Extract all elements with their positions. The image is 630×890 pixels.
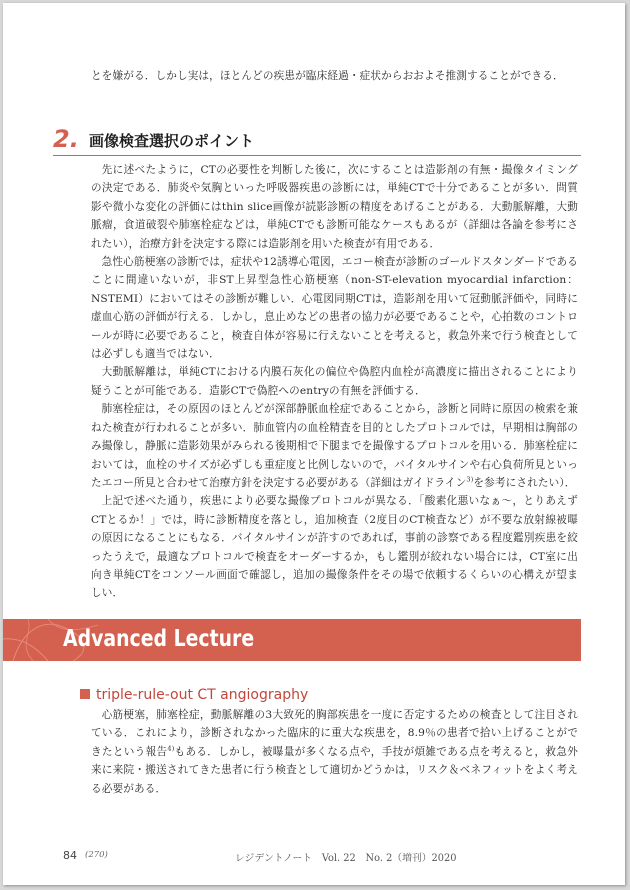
reference-marker: 3) [466,475,474,484]
advanced-lecture-banner [3,619,581,661]
section-body [91,161,578,603]
page-number: 84 [63,849,77,862]
reference-marker: 4) [167,744,175,753]
body-paragraph: 上記で述べた通り，疾患により必要な撮像プロトコルが異なる．「酸素化悪いなぁ〜，とりあえずCTとるか！」では，時に診断精度を落とし，追加検査（2度目のCT検査など）が不要な放射線被曝の原因になることにもなる．バイタルサインが許すのであれば，事前の診察である程度鑑別疾患を絞ったうえで，最適なプロトコルで検査をオーダーするか，もし鑑別が絞れない場合には，CT室に出向き単純CTをコンソール画面で確認し，追加の撮像条件をその場で依頼するくらいの心構えが望ましい． [91,495,578,600]
journal-title: レジデントノート Vol. 22 No. 2（増刊）2020 [235,853,457,864]
lecture-paragraph [91,706,578,798]
body-text: もある．しかし，被曝量が多くなる点や，手技が煩雑である点を考えると，救急外来に来院・搬送されてきた患者に行う検査として適切かどうかは，リスク＆ベネフィットをよく考える必要がある． [91,745,578,795]
square-bullet-icon [80,689,90,699]
lecture-subheading [80,686,308,704]
section-number: 2. [53,125,79,153]
intro-paragraph: とを嫌がる．しかし実は，ほとんどの疾患が臨床経過・症状からおおよそ推測することができる． [91,70,564,82]
body-paragraph: 急性心筋梗塞の診断では，症状や12誘導心電図，エコー検査が診断のゴールドスタンダードであることに間違いないが，非ST上昇型急性心筋梗塞（non-ST-elevation myocardial infarction：NSTEMI）においてはその診断が難しい．心電図同期CTは，造影剤を用いて冠動脈評価や，同時に虚血心筋の評価が行える．しかし，息止めなどの患者の協力が必要であることや，心拍数のコントロールが時に必要であること，検査自体が容易に行えないことを考えると，救急外来で行う検査としては必ずしも適当ではない． [91,256,578,361]
body-text: を参考にされたい）． [473,476,576,489]
banner-title: Advanced Lecture [63,626,255,652]
page-footer [63,849,563,865]
body-paragraph [91,400,578,492]
body-text: 心筋梗塞，肺塞栓症，動脈解離の3大致死的胸部疾患を一度に否定するための検査として注目されている．これにより，診断されなかった臨床的に重大な疾患を，8.9％の患者で拾い上げることができたという報告 [91,709,578,758]
body-text: 肺塞栓症は，その原因のほとんどが深部静脈血栓症であることから，診断と同時に原因の検索を兼ねた検査が行われることが多い．肺血管内の血栓精査を目的としたプロトコルでは，早期相は胸部のみ撮像し，静脈に造影効果がみられる後期相で下腿までを撮像するプロトコルを用いる．肺塞栓症においては，血栓のサイズが必ずしも重症度と比例しないので，バイタルサインや右心負荷所見といったエコー所見と合わせて治療方針を決定する必要がある（詳細はガイドライン [91,403,578,489]
original-page-number: (270) [85,850,108,860]
body-paragraph: 先に述べたように，CTの必要性を判断した後に，次にすることは造影剤の有無・撮像タイミングの決定である．肺炎や気胸といった呼吸器疾患の診断には，単純CTで十分であることが多い．問質影や微小な変化の評価にはthin slice画像が読影診断の精度をあげることがある．大動脈解離，大動脈瘤，食道破裂や肺塞栓症などは，単純CTでも診断可能なケースもあるが（詳細は各論を参考にされたい），治療方針を決定する際には造影剤を用いた検査が有用である． [91,164,578,250]
subheading-text: triple-rule-out CT angiography [96,687,309,703]
document-page [3,3,625,885]
section-heading [53,125,581,156]
section-title: 画像検査選択のポイント [89,132,255,150]
body-paragraph: 大動脈解離は，単純CTにおける内膜石灰化の偏位や偽腔内血栓が高濃度に描出されることにより疑うことが可能である．造影CTで偽腔へのentryの有無を評価する． [91,366,578,397]
